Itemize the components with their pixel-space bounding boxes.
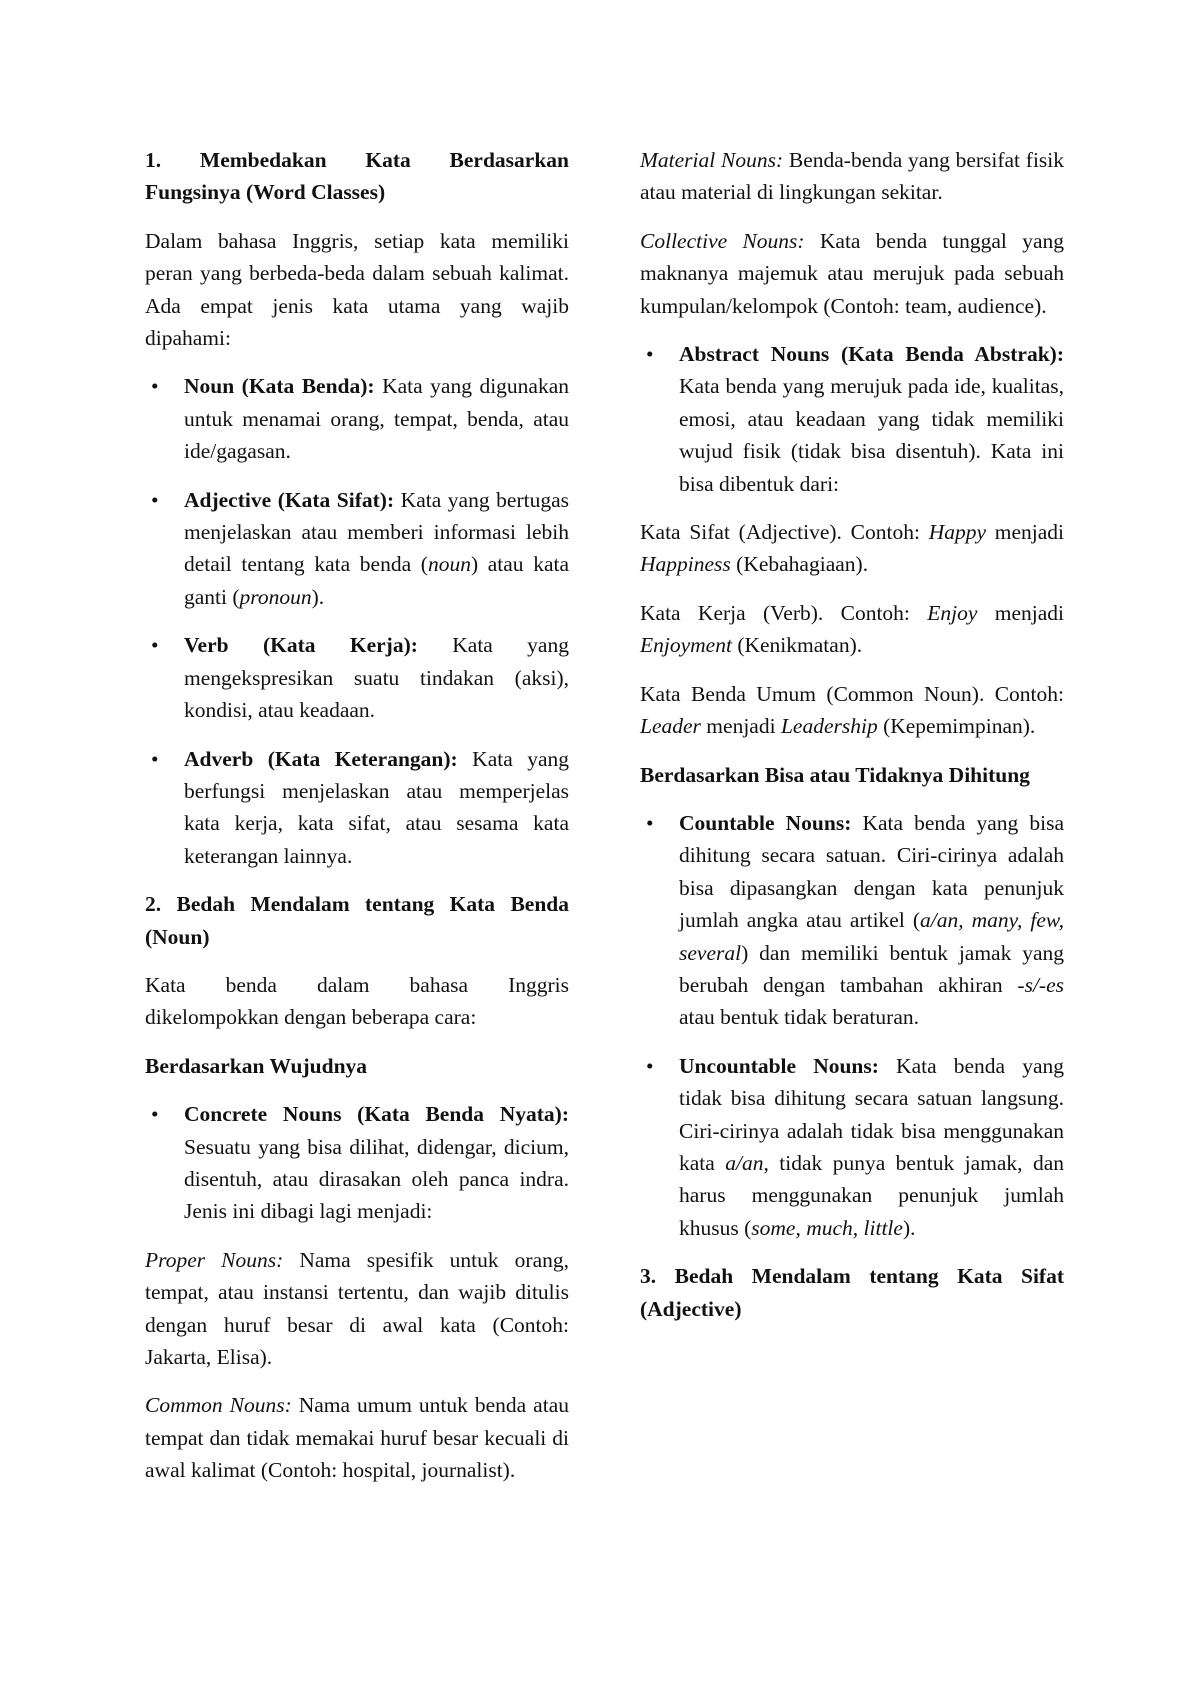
term-adjective: Adjective (Kata Sifat):: [184, 487, 395, 512]
collective-nouns-paragraph: [640, 225, 1064, 322]
term-verb: Verb (Kata Kerja):: [184, 633, 418, 658]
countability-list: [640, 807, 1064, 1244]
uncountable-em-article: a/an: [725, 1150, 764, 1175]
section-1-heading: 1. Membedakan Kata Berdasarkan Fungsinya (Word Classes): [145, 148, 569, 205]
term-uncountable: Uncountable Nouns:: [679, 1053, 879, 1078]
noun-ex-text-c: (Kepemimpinan).: [877, 714, 1036, 739]
subheading-wujud: Berdasarkan Wujudnya: [145, 1053, 368, 1078]
uncountable-text-a: Kata benda yang tidak bisa dihitung secara satuan langsung. Ciri-cirinya adalah tidak bisa menggunakan kata: [679, 1053, 1064, 1175]
countable-text-a: Kata benda yang bisa dihitung secara satuan. Ciri-cirinya adalah bisa dipasangkan dengan kata penunjuk jumlah angka atau artikel (: [679, 810, 1064, 933]
abstract-list: [640, 338, 1064, 500]
word-classes-list: [145, 370, 569, 872]
term-abstract: Abstract Nouns (Kata Benda Abstrak):: [679, 342, 1064, 367]
desc-proper: Nama spesifik untuk orang, tempat, atau instansi tertentu, dan wajib ditulis dengan huruf besar di awal kata (Contoh: Jakarta, Elisa).: [145, 1247, 569, 1369]
countable-em-suffix: -s/-es: [1017, 972, 1064, 997]
bullet-icon: •: [151, 487, 159, 512]
term-collective: Collective Nouns:: [640, 228, 805, 253]
desc-abstract: Kata benda yang merujuk pada ide, kualitas, emosi, atau keadaan yang tidak memiliki wujud fisik (tidak bisa disentuh). Kata ini bisa dibentuk dari:: [679, 374, 1064, 496]
countable-em-articles: a/an, many, few, several: [679, 908, 1064, 965]
bullet-icon: •: [151, 746, 159, 771]
bullet-icon: •: [646, 342, 654, 367]
em-noun: noun: [427, 552, 471, 577]
adj-ex-happy: Happy: [928, 520, 987, 545]
section-2-intro: Kata benda dalam bahasa Inggris dikelompokkan dengan beberapa cara:: [145, 972, 569, 1030]
noun-ex-leader: Leader: [640, 714, 701, 739]
countable-text-c: atau bentuk tidak beraturan.: [679, 1005, 919, 1030]
right-column: [640, 144, 1064, 1341]
term-countable: Countable Nouns:: [679, 810, 852, 835]
bullet-icon: •: [151, 633, 159, 658]
desc-adjective-c: ).: [311, 584, 325, 609]
list-item-uncountable: [640, 1050, 1064, 1244]
adj-ex-text-c: (Kebahagiaan).: [730, 552, 869, 577]
list-item-concrete: [145, 1098, 569, 1228]
verb-ex-text-c: (Kenikmatan).: [731, 633, 863, 658]
verb-ex-text-a: Kata Kerja (Verb). Contoh:: [640, 600, 928, 625]
term-adverb: Adverb (Kata Keterangan):: [184, 746, 458, 771]
verb-ex-enjoyment: Enjoyment: [640, 633, 732, 658]
noun-example: [640, 678, 1064, 743]
desc-concrete: Sesuatu yang bisa dilihat, didengar, dicium, disentuh, atau dirasakan oleh panca indra. Jenis ini dibagi lagi menjadi:: [184, 1134, 569, 1224]
term-concrete: Concrete Nouns (Kata Benda Nyata):: [184, 1102, 569, 1127]
desc-adjective-a: Kata yang bertugas menjelaskan atau memberi informasi lebih detail tentang kata benda (: [184, 487, 569, 577]
uncountable-text-b: , tidak punya bentuk jamak, dan harus menggunakan penunjuk jumlah khusus (: [679, 1150, 1065, 1240]
section-3-heading: 3. Bedah Mendalam tentang Kata Sifat (Adjective): [640, 1264, 1064, 1321]
adj-ex-text-a: Kata Sifat (Adjective). Contoh:: [640, 520, 929, 545]
common-nouns-paragraph: [145, 1389, 569, 1486]
noun-ex-text-b: menjadi: [700, 714, 781, 739]
bullet-icon: •: [151, 1102, 159, 1127]
list-item-adverb: [145, 743, 569, 873]
desc-material: Benda-benda yang bersifat fisik atau material di lingkungan sekitar.: [640, 148, 1065, 205]
left-column: [145, 144, 569, 1503]
list-item-abstract: [640, 338, 1064, 500]
section-1-intro: Dalam bahasa Inggris, setiap kata memiliki peran yang berbeda-beda dalam sebuah kalimat. Ada empat jenis kata utama yang wajib dipahami:: [145, 228, 569, 351]
proper-nouns-paragraph: [145, 1244, 569, 1374]
desc-collective: Kata benda tunggal yang maknanya majemuk atau merujuk pada sebuah kumpulan/kelompok (Contoh: team, audience).: [640, 228, 1064, 318]
bullet-icon: •: [646, 1053, 654, 1078]
uncountable-em-quantifiers: some, much, little: [751, 1215, 903, 1240]
verb-ex-text-b: menjadi: [977, 600, 1064, 625]
list-item-noun: [145, 370, 569, 467]
term-proper: Proper Nouns:: [145, 1247, 284, 1272]
adjective-example: [640, 516, 1064, 581]
list-item-adjective: [145, 484, 569, 614]
list-item-verb: [145, 629, 569, 726]
adj-ex-text-b: menjadi: [986, 520, 1065, 545]
uncountable-text-c: ).: [902, 1215, 916, 1240]
desc-verb: Kata yang mengekspresikan suatu tindakan (aksi), kondisi, atau keadaan.: [184, 633, 569, 723]
verb-example: [640, 597, 1064, 662]
adj-ex-happiness: Happiness: [640, 552, 731, 577]
term-noun: Noun (Kata Benda):: [184, 374, 375, 399]
subheading-hitung: Berdasarkan Bisa atau Tidaknya Dihitung: [640, 762, 1030, 787]
noun-ex-text-a: Kata Benda Umum (Common Noun). Contoh:: [640, 681, 1064, 706]
noun-ex-leadership: Leadership: [780, 714, 878, 739]
concrete-list: [145, 1098, 569, 1228]
desc-adjective-b: ) atau kata ganti (: [184, 552, 570, 609]
desc-noun: Kata yang digunakan untuk menamai orang, tempat, benda, atau ide/gagasan.: [184, 374, 570, 464]
em-pronoun: pronoun: [239, 584, 312, 609]
bullet-icon: •: [646, 810, 654, 835]
countable-text-b: ) dan memiliki bentuk jamak yang berubah dengan tambahan akhiran: [679, 940, 1064, 997]
term-material: Material Nouns:: [640, 148, 784, 172]
verb-ex-enjoy: Enjoy: [927, 600, 978, 625]
term-common: Common Nouns:: [145, 1393, 292, 1418]
desc-adverb: Kata yang berfungsi menjelaskan atau memperjelas kata kerja, kata sifat, atau sesama kata keterangan lainnya.: [184, 746, 569, 868]
bullet-icon: •: [151, 374, 159, 399]
section-2-heading: 2. Bedah Mendalam tentang Kata Benda (Noun): [145, 892, 569, 949]
desc-common: Nama umum untuk benda atau tempat dan tidak memakai huruf besar kecuali di awal kalimat (Contoh: hospital, journalist).: [145, 1393, 569, 1483]
list-item-countable: [640, 807, 1064, 1034]
material-nouns-paragraph: [640, 144, 1064, 209]
